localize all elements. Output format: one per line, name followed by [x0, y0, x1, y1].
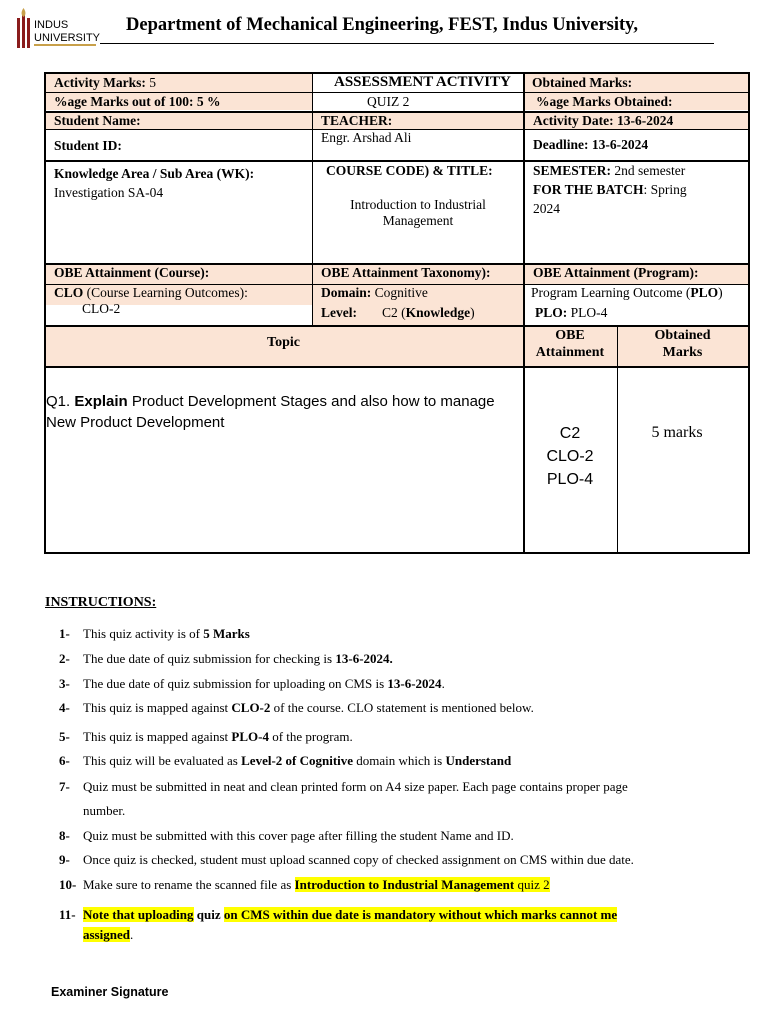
- assessment-table: [44, 72, 750, 554]
- instruction-number: 10-: [59, 877, 77, 892]
- header-divider: [100, 43, 714, 44]
- q1-cognitive-level: C2: [559, 425, 581, 442]
- instruction-number: 1-: [59, 626, 70, 641]
- instruction-number: 4-: [59, 700, 70, 715]
- plo: PLO: PLO-4: [535, 305, 608, 320]
- obe-attainment-header-2: Attainment: [535, 345, 605, 360]
- instruction-number: 8-: [59, 828, 70, 843]
- instruction-number: 3-: [59, 676, 70, 691]
- university-logo: [14, 8, 104, 52]
- age-marks: %age Marks out of 100: 5 %: [54, 94, 221, 109]
- instruction-item: Quiz must be submitted with this cover page after filling the student Name and ID.: [83, 828, 514, 843]
- question-1-line-2: New Product Development: [46, 414, 225, 431]
- assessment-title: ASSESSMENT ACTIVITY: [334, 74, 511, 90]
- q1-clo: CLO-2: [546, 448, 594, 465]
- obtained-header-2: Marks: [662, 345, 703, 360]
- logo-text-bottom: UNIVERSITY: [34, 32, 101, 44]
- obe-course-label: OBE Attainment (Course):: [54, 265, 210, 280]
- clo-label: CLO (Course Learning Outcomes):: [54, 285, 248, 300]
- torch-icon: [17, 8, 30, 48]
- instruction-item: Note that uploading quiz on CMS within due date is mandatory without which marks cannot me: [83, 907, 618, 922]
- page-title: Department of Mechanical Engineering, FEST, Indus University,: [126, 15, 639, 35]
- examiner-signature-label: Examiner Signature: [51, 985, 169, 999]
- instruction-item: This quiz is mapped against CLO-2 of the course. CLO statement is mentioned below.: [83, 700, 534, 715]
- activity-date: Activity Date: 13-6-2024: [533, 113, 674, 128]
- obtained-marks-label: Obtained Marks:: [532, 75, 633, 90]
- obe-taxonomy-label: OBE Attainment Taxonomy):: [321, 265, 491, 280]
- instruction-item: Once quiz is checked, student must upload scanned copy of checked assignment on CMS within due date.: [83, 852, 634, 867]
- obe-attainment-header-1: OBE: [555, 328, 585, 343]
- knowledge-area-value: Investigation SA-04: [54, 185, 164, 200]
- instruction-item: The due date of quiz submission for checking is 13-6-2024.: [83, 651, 393, 666]
- q1-plo: PLO-4: [546, 471, 594, 488]
- instruction-number: 7-: [59, 779, 70, 794]
- course-code-label: COURSE CODE) & TITLE:: [326, 163, 493, 178]
- domain: Domain: Cognitive: [321, 285, 428, 300]
- instruction-item: This quiz is mapped against PLO-4 of the program.: [83, 729, 353, 744]
- question-1-line-1: Q1. Explain Product Development Stages and also how to manage: [46, 393, 495, 410]
- batch-year: 2024: [533, 201, 560, 216]
- course-title-line-1: Introduction to Industrial: [350, 197, 486, 212]
- quiz-label: QUIZ 2: [367, 94, 410, 109]
- activity-marks: Activity Marks: 5: [54, 75, 156, 90]
- instruction-item: Make sure to rename the scanned file as Introduction to Industrial Management quiz 2: [83, 877, 550, 892]
- instruction-item: This quiz will be evaluated as Level-2 of Cognitive domain which is Understand: [83, 753, 512, 768]
- instruction-number: 11-: [59, 907, 76, 922]
- teacher-name: Engr. Arshad Ali: [321, 130, 412, 145]
- instruction-number: 2-: [59, 651, 70, 666]
- teacher-label: TEACHER:: [321, 113, 393, 128]
- instruction-item: The due date of quiz submission for uploading on CMS is 13-6-2024.: [83, 676, 445, 691]
- deadline: Deadline: 13-6-2024: [533, 137, 649, 152]
- instruction-number: 6-: [59, 753, 70, 768]
- instruction-item-continued: number.: [83, 803, 126, 818]
- instruction-number: 5-: [59, 729, 70, 744]
- course-title-line-2: Management: [382, 213, 454, 228]
- level: Level:: [321, 305, 357, 320]
- instructions-title: INSTRUCTIONS:: [45, 595, 157, 610]
- topic-header: Topic: [267, 335, 300, 350]
- clo-value: CLO-2: [82, 301, 121, 316]
- knowledge-area-label: Knowledge Area / Sub Area (WK):: [54, 166, 255, 181]
- student-name-label: Student Name:: [54, 113, 141, 128]
- level-value: C2 (Knowledge): [382, 305, 475, 320]
- semester: SEMESTER: 2nd semester: [533, 163, 686, 178]
- batch: FOR THE BATCH: Spring: [533, 182, 687, 197]
- age-marks-obtained-label: %age Marks Obtained:: [536, 94, 673, 109]
- instruction-item: Quiz must be submitted in neat and clean printed form on A4 size paper. Each page contains proper page: [83, 779, 628, 794]
- instruction-number: 9-: [59, 852, 70, 867]
- logo-text-top: INDUS: [34, 19, 69, 31]
- q1-marks: 5 marks: [651, 424, 703, 441]
- instruction-item-continued: assigned.: [83, 927, 134, 942]
- plo-description: Program Learning Outcome (PLO): [531, 285, 723, 300]
- obtained-header-1: Obtained: [654, 328, 711, 343]
- obe-program-label: OBE Attainment (Program):: [533, 265, 699, 280]
- instruction-item: This quiz activity is of 5 Marks: [83, 626, 250, 641]
- student-id-label: Student ID:: [54, 138, 122, 153]
